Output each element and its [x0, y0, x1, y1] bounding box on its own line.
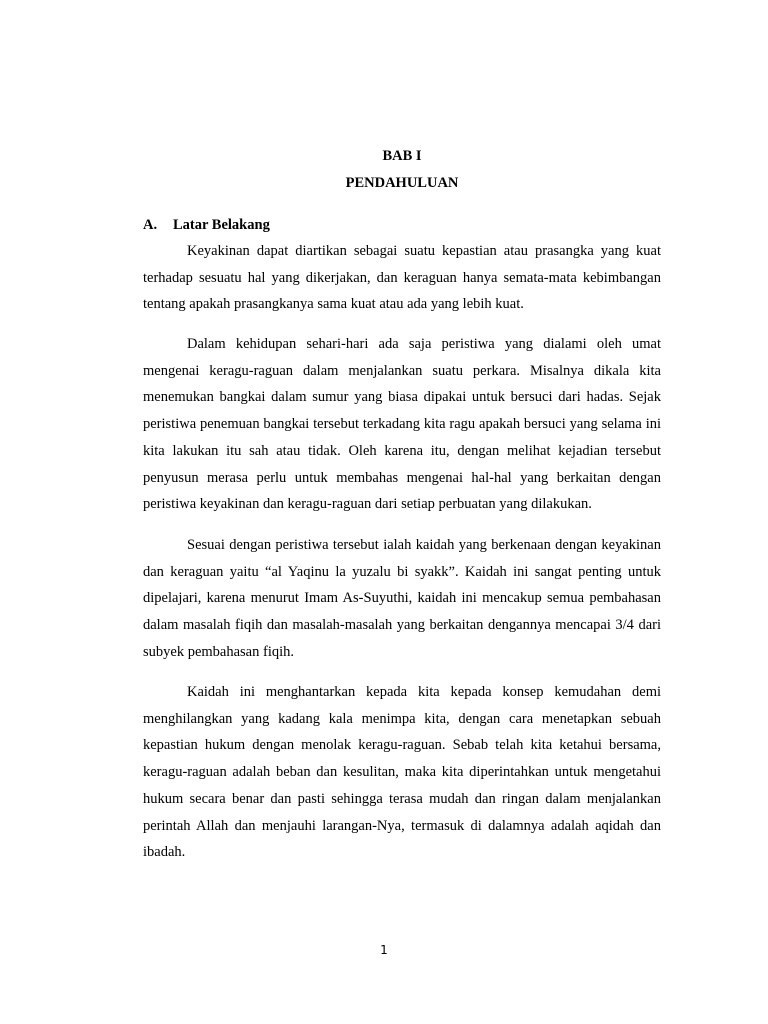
body-paragraph-4: Kaidah ini menghantarkan kepada kita kepada konsep kemudahan demi menghilangkan yang kadang kala menimpa kita, dengan cara menetapkan sebuah kepastian hukum dengan menolak keragu-raguan. Sebab telah kita ketahui bersama, keragu-raguan adalah beban dan kesulitan, maka kita diperintahkan untuk mengetahui hukum secara benar dan pasti sehingga terasa mudah dan ringan dalam menjalankan perintah Allah dan menjauhi larangan-Nya, termasuk di dalamnya adalah aqidah dan ibadah.: [143, 684, 661, 861]
body-paragraph-2: Dalam kehidupan sehari-hari ada saja peristiwa yang dialami oleh umat mengenai keragu-raguan dalam menjalankan suatu perkara. Misalnya dikala kita menemukan bangkai dalam sumur yang biasa dipakai untuk bersuci dari hadas. Sejak peristiwa penemuan bangkai tersebut terkadang kita ragu apakah bersuci yang selama ini kita lakukan itu sah atau tidak. Oleh karena itu, dengan melihat kejadian tersebut penyusun merasa perlu untuk membahas mengenai hal-hal yang berkaitan dengan peristiwa keyakinan dan keragu-raguan dari setiap perbuatan yang dilakukan.: [143, 336, 661, 513]
chapter-title: PENDAHULUAN: [345, 175, 459, 191]
section-heading: [143, 215, 270, 235]
body-paragraph-3: Sesuai dengan peristiwa tersebut ialah kaidah yang berkenaan dengan keyakinan dan keraguan yaitu “al Yaqinu la yuzalu bi syakk”. Kaidah ini sangat penting untuk dipelajari, karena menurut Imam As-Suyuthi, kaidah ini mencakup semua pembahasan dalam masalah fiqih dan masalah-masalah yang berkaitan dengannya mencapai 3/4 dari subyek pembahasan fiqih.: [143, 537, 661, 660]
page-number: 1: [380, 943, 388, 957]
chapter-number: BAB I: [382, 148, 422, 164]
section-number: A.: [143, 217, 158, 233]
section-title: Latar Belakang: [173, 217, 270, 233]
body-paragraph-1: Keyakinan dapat diartikan sebagai suatu kepastian atau prasangka yang kuat terhadap sesuatu hal yang dikerjakan, dan keraguan hanya semata-mata kebimbangan tentang apakah prasangkanya sama kuat atau ada yang lebih kuat.: [143, 243, 661, 313]
